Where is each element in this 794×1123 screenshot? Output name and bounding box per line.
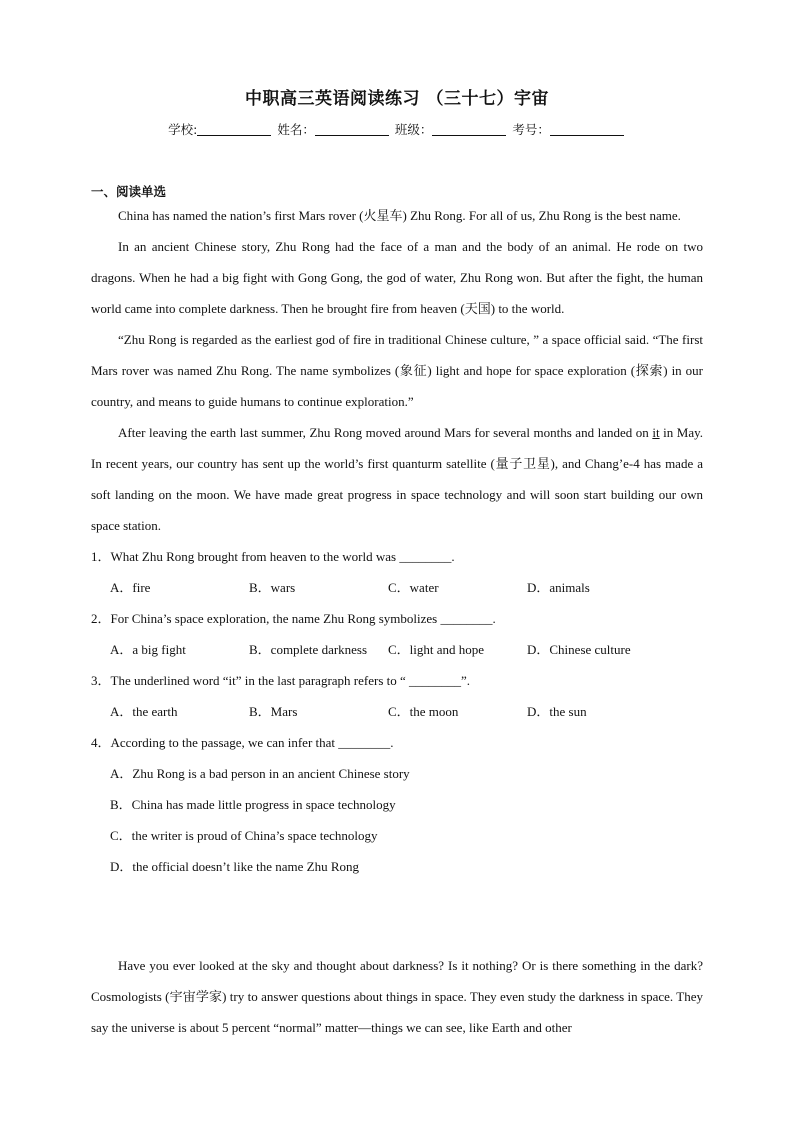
paragraph [91, 417, 703, 541]
question-1 [91, 541, 703, 603]
name-blank[interactable] [315, 123, 389, 136]
question-stem: 2．For China’s space exploration, the name Zhu Rong symbolizes ________. [91, 611, 496, 626]
class-label: 班级： [394, 122, 433, 137]
paragraph: China has named the nation’s first Mars rover (火星车) Zhu Rong. For all of us, Zhu Rong is the best name. [118, 208, 681, 223]
class-blank[interactable] [432, 123, 506, 136]
question-2 [91, 603, 703, 665]
option-c[interactable]: C．light and hope [388, 642, 485, 657]
question-stem: 1．What Zhu Rong brought from heaven to the world was ________. [91, 549, 455, 564]
exam-number-label: 考号： [512, 122, 550, 137]
option-b[interactable]: B．complete darkness [249, 642, 368, 657]
paragraph: “Zhu Rong is regarded as the earliest god of fire in traditional Chinese culture, ” a space official said. “The first Mars rover was named Zhu Rong. The name symbolizes (象征) light and hope for space exploration (探索) in our country, and means to guide humans to continue exploration.” [91, 332, 703, 409]
paragraph-text: After leaving the earth last summer, Zhu Rong moved around Mars for several months and landed on [118, 425, 653, 440]
section-title: 一、阅读单选 [91, 184, 167, 199]
school-label: 学校: [168, 122, 198, 137]
option-a[interactable]: A．fire [110, 580, 151, 595]
paragraph-text: in May. In recent years, our country has sent up the world’s first quanturm satellite (量子卫星), and Chang’e-4 has made a soft landing on the moon. We have made great progress in space technology and will soon start building our own space station. [91, 425, 703, 533]
option-b[interactable]: B．China has made little progress in space technology [110, 797, 396, 812]
option-row [91, 572, 703, 603]
option-d[interactable]: D．the sun [527, 704, 587, 719]
option-a[interactable]: A．the earth [110, 704, 178, 719]
option-b[interactable]: B．Mars [249, 704, 298, 719]
page-title: 中职高三英语阅读练习 （三十七）宇宙 [245, 89, 549, 109]
option-row [91, 696, 703, 727]
option-row [91, 634, 703, 665]
option-b[interactable]: B．wars [249, 580, 296, 595]
underlined-word: it [652, 425, 660, 440]
passage-1 [91, 200, 703, 882]
option-c[interactable]: C．the writer is proud of China’s space technology [110, 828, 378, 843]
option-c[interactable]: C．water [388, 580, 439, 595]
school-blank[interactable] [197, 123, 271, 136]
question-4 [91, 727, 703, 882]
question-stem: 3．The underlined word “it” in the last paragraph refers to “ ________”. [91, 673, 471, 688]
option-d[interactable]: D．animals [527, 580, 590, 595]
passage-2 [91, 950, 703, 1043]
question-stem: 4．According to the passage, we can infer that ________. [91, 735, 394, 750]
paragraph: Have you ever looked at the sky and thought about darkness? Is it nothing? Or is there something in the dark? Cosmologists (宇宙学家) try to answer questions about things in space. They even study the darkness in space. They say the universe is about 5 percent “normal” matter—things we can see, like Earth and other [91, 958, 703, 1035]
exam-number-blank[interactable] [550, 123, 624, 136]
option-d[interactable]: D．the official doesn’t like the name Zhu Rong [110, 859, 359, 874]
student-info-line [0, 120, 794, 138]
question-3 [91, 665, 703, 727]
option-d[interactable]: D．Chinese culture [527, 642, 631, 657]
option-a[interactable]: A．Zhu Rong is a bad person in an ancient Chinese story [110, 766, 410, 781]
paragraph: In an ancient Chinese story, Zhu Rong had the face of a man and the body of an animal. He rode on two dragons. When he had a big fight with Gong Gong, the god of water, Zhu Rong won. But after the fight, the human world came into complete darkness. Then he brought fire from heaven (天国) to the world. [91, 239, 703, 316]
option-a[interactable]: A．a big fight [110, 642, 186, 657]
option-c[interactable]: C．the moon [388, 704, 459, 719]
name-label: 姓名： [277, 122, 315, 137]
